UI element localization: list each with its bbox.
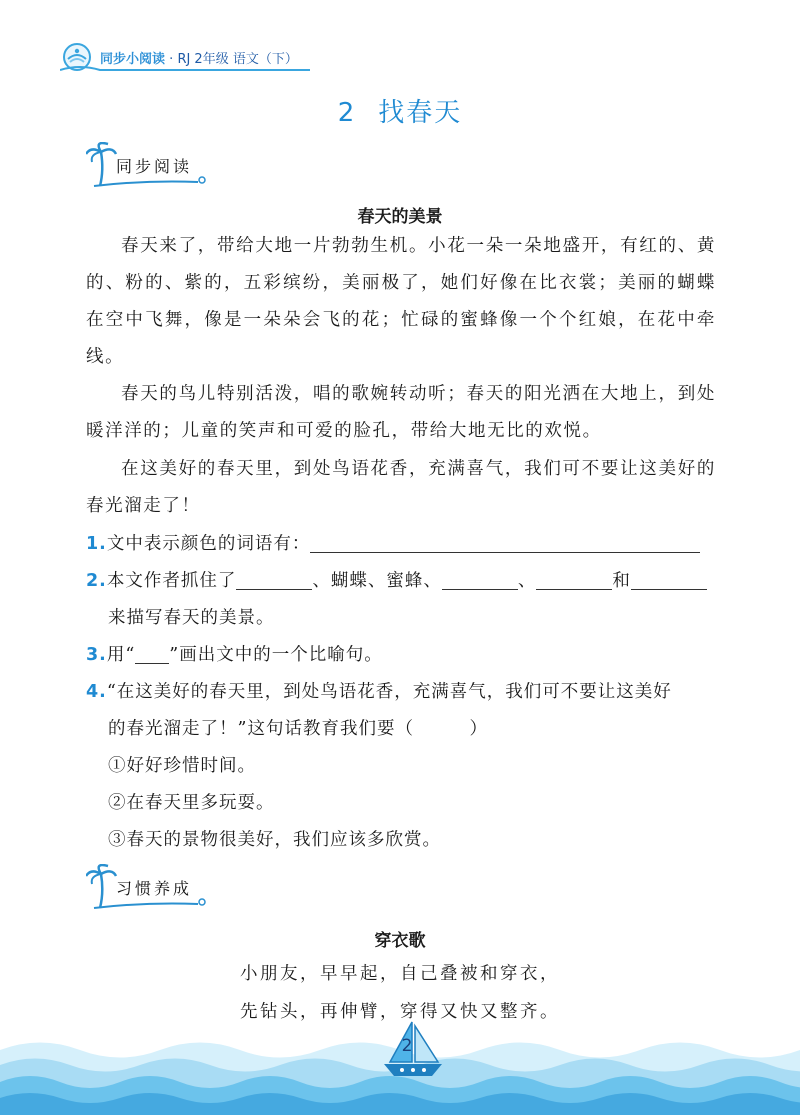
answer-blank[interactable]: [310, 532, 700, 553]
story-paragraph-2: 春天的鸟儿特别活泼，唱的歌婉转动听；春天的阳光洒在大地上，到处暖洋洋的；儿童的笑声和可爱的脸孔，带给大地无比的欢悦。: [86, 384, 716, 441]
question-4-continued: 的春光溜走了！”这句话教育我们要（ ）: [108, 719, 488, 739]
question-text: ”画出文中的一个比喻句。: [169, 645, 383, 665]
page-number: 2: [401, 1036, 413, 1056]
story-title: 春天的美景: [357, 207, 443, 227]
question-text: “在这美好的春天里，到处鸟语花香，充满喜气，我们可不要让这美好: [106, 682, 672, 702]
question-3: [86, 637, 726, 674]
header-grade-info: RJ 2年级 语文（下）: [177, 51, 298, 67]
header-brand: 同步小阅读: [100, 51, 166, 67]
answer-blank[interactable]: [236, 569, 312, 590]
option-3[interactable]: ③春天的景物很美好，我们应该多欣赏。: [108, 830, 441, 850]
question-text: 本文作者抓住了: [106, 571, 237, 591]
poem-line-2: 先钻头，再伸臂，穿得又快又整齐。: [240, 1002, 560, 1022]
question-4: [86, 674, 726, 711]
question-number: 2.: [86, 571, 107, 591]
lesson-title: [0, 92, 800, 129]
option-1[interactable]: ①好好珍惜时间。: [108, 756, 256, 776]
question-text: 、: [517, 571, 537, 591]
answer-blank[interactable]: [442, 569, 518, 590]
poem-title: 穿衣歌: [374, 931, 426, 951]
question-text: 用“: [106, 645, 136, 665]
answer-blank[interactable]: [536, 569, 612, 590]
question-text: 文中表示颜色的词语有：: [106, 534, 311, 554]
story-paragraph-3: 在这美好的春天里，到处鸟语花香，充满喜气，我们可不要让这美好的春光溜走了！: [86, 459, 716, 516]
question-number: 1.: [86, 534, 107, 554]
header-separator: ·: [169, 51, 174, 67]
poem-line-1: 小朋友，早早起，自己叠被和穿衣，: [240, 964, 560, 984]
question-2: [86, 563, 726, 600]
question-number: 4.: [86, 682, 107, 702]
section-label-habits: [86, 864, 216, 912]
header-underline: [60, 64, 310, 76]
question-1: [86, 526, 726, 563]
question-text: 和: [612, 571, 631, 591]
underline-sample: [135, 643, 169, 664]
option-2[interactable]: ②在春天里多玩耍。: [108, 793, 275, 813]
section-label-reading: [86, 142, 216, 190]
question-2-continued: 来描写春天的美景。: [108, 608, 275, 628]
lesson-name: 找春天: [378, 98, 463, 128]
question-number: 3.: [86, 645, 107, 665]
section-label-text: 同步阅读: [116, 157, 193, 176]
lesson-number: 2: [337, 98, 357, 128]
question-text: 、蝴蝶、蜜蜂、: [312, 571, 442, 591]
story-paragraph-1: 春天来了，带给大地一片勃勃生机。小花一朵一朵地盛开，有红的、黄的、粉的、紫的，五彩缤纷，美丽极了，她们好像在比衣裳；美丽的蝴蝶在空中飞舞，像是一朵朵会飞的花；忙碌的蜜蜂像一个个红娘，在花中牵线。: [86, 236, 716, 367]
section-label-text: 习惯养成: [116, 879, 193, 898]
answer-blank[interactable]: [631, 569, 707, 590]
